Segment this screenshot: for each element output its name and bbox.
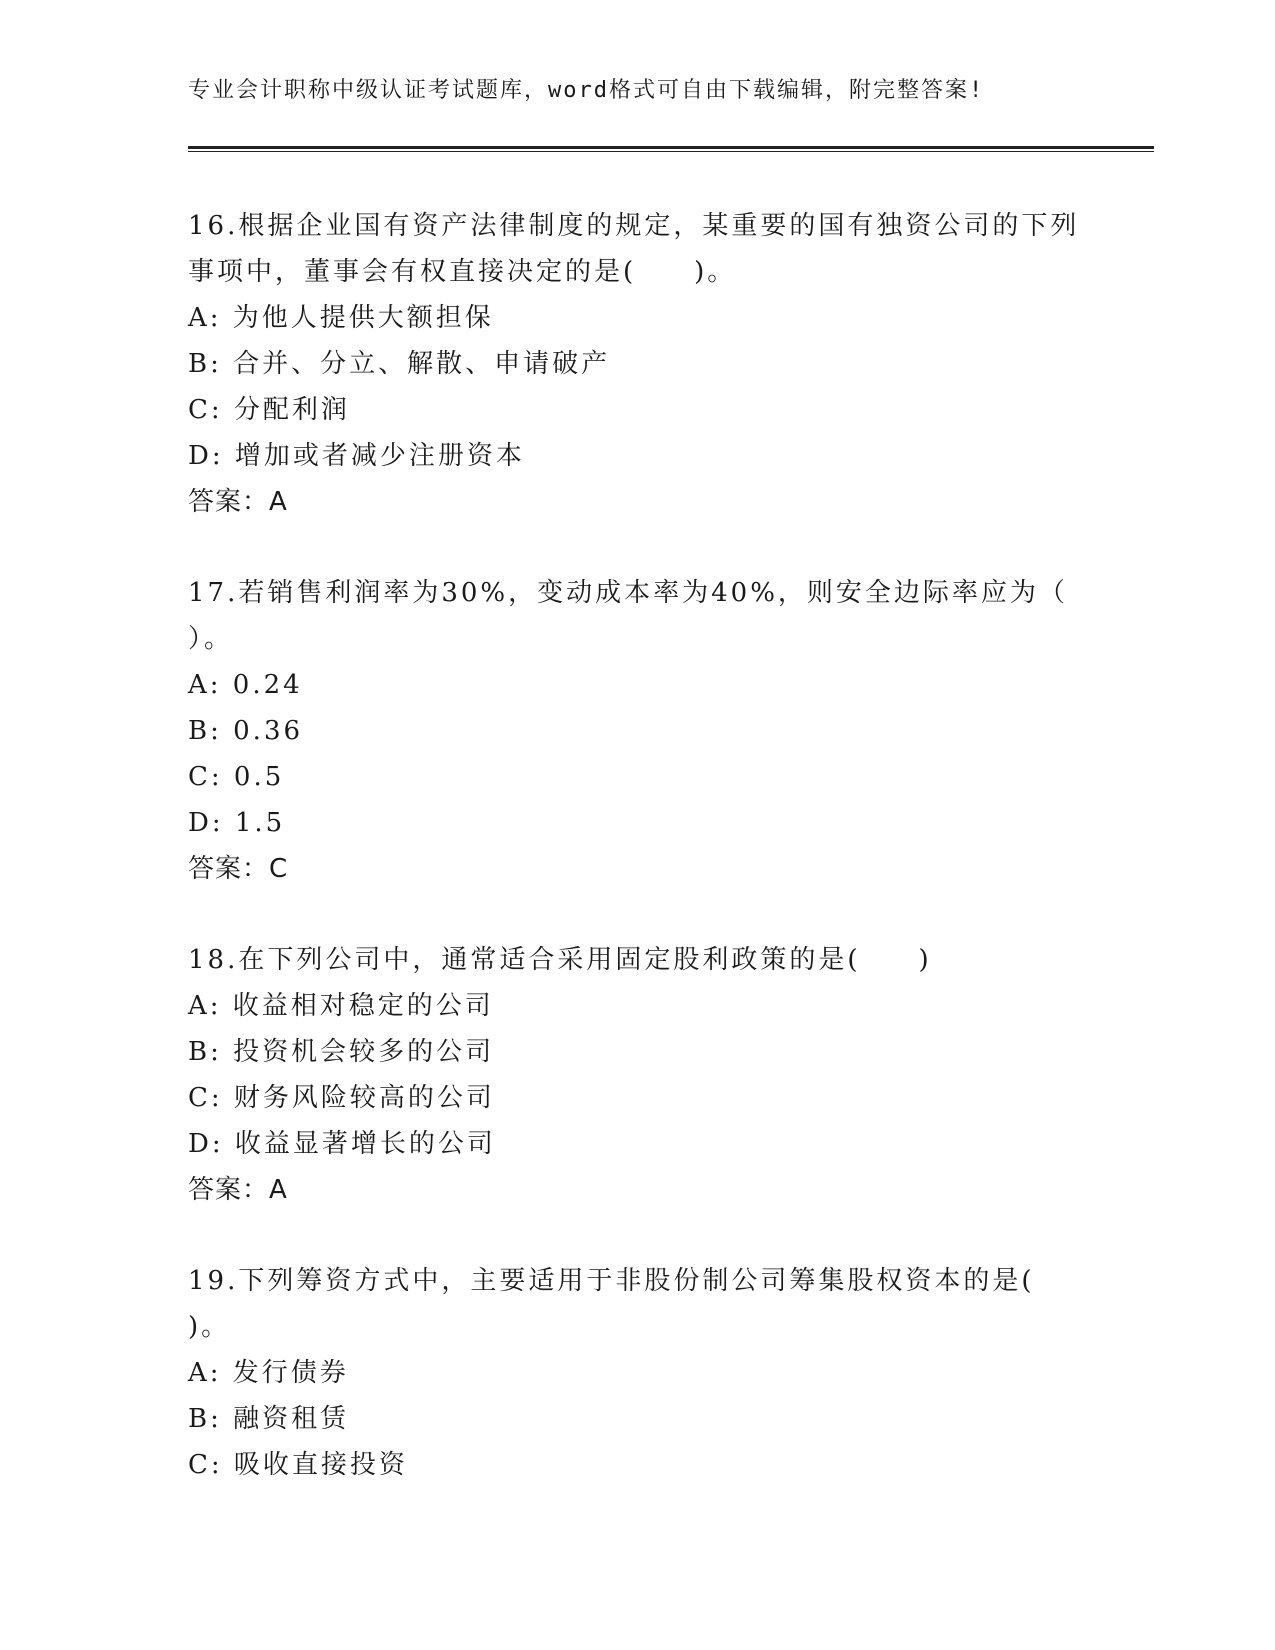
question-list bbox=[188, 203, 1088, 1533]
question-stem-line: 19.下列筹资方式中，主要适用于非股份制公司筹集股权资本的是( bbox=[188, 1266, 1035, 1296]
question-16 bbox=[188, 203, 1088, 525]
option-a: A: 发行债券 bbox=[188, 1358, 349, 1388]
option-d: D: 1.5 bbox=[188, 808, 286, 838]
option-b: B: 合并、分立、解散、申请破产 bbox=[188, 349, 611, 379]
option-d: D: 收益显著增长的公司 bbox=[188, 1129, 496, 1159]
answer-line: 答案：A bbox=[188, 487, 288, 517]
question-17 bbox=[188, 570, 1088, 892]
question-stem-line: ）。 bbox=[188, 624, 234, 654]
header-divider bbox=[188, 146, 1154, 149]
option-c: C: 财务风险较高的公司 bbox=[188, 1083, 495, 1113]
question-18 bbox=[188, 937, 1088, 1213]
answer-line: 答案：A bbox=[188, 1175, 288, 1205]
option-a: A: 收益相对稳定的公司 bbox=[188, 991, 494, 1021]
header-divider-thin bbox=[188, 151, 1154, 152]
question-stem-line: 18.在下列公司中，通常适合采用固定股利政策的是( ) bbox=[188, 945, 932, 975]
question-stem-line: )。 bbox=[188, 1312, 231, 1342]
question-19 bbox=[188, 1258, 1088, 1488]
option-b: B: 融资租赁 bbox=[188, 1404, 350, 1434]
option-b: B: 0.36 bbox=[188, 716, 304, 746]
option-c: C: 分配利润 bbox=[188, 395, 350, 425]
option-b: B: 投资机会较多的公司 bbox=[188, 1037, 495, 1067]
page-header: 专业会计职称中级认证考试题库，word格式可自由下载编辑，附完整答案! bbox=[188, 78, 985, 103]
question-stem-line: 16.根据企业国有资产法律制度的规定，某重要的国有独资公司的下列 bbox=[188, 211, 1080, 241]
option-c: C: 吸收直接投资 bbox=[188, 1450, 408, 1480]
question-stem-line: 事项中，董事会有权直接决定的是( )。 bbox=[188, 257, 737, 287]
option-d: D: 增加或者减少注册资本 bbox=[188, 441, 525, 471]
option-a: A: 0.24 bbox=[188, 670, 303, 700]
question-stem-line: 17.若销售利润率为30%，变动成本率为40%，则安全边际率应为（ bbox=[188, 578, 1068, 608]
answer-line: 答案：C bbox=[188, 854, 289, 884]
option-a: A: 为他人提供大额担保 bbox=[188, 303, 494, 333]
option-c: C: 0.5 bbox=[188, 762, 285, 792]
